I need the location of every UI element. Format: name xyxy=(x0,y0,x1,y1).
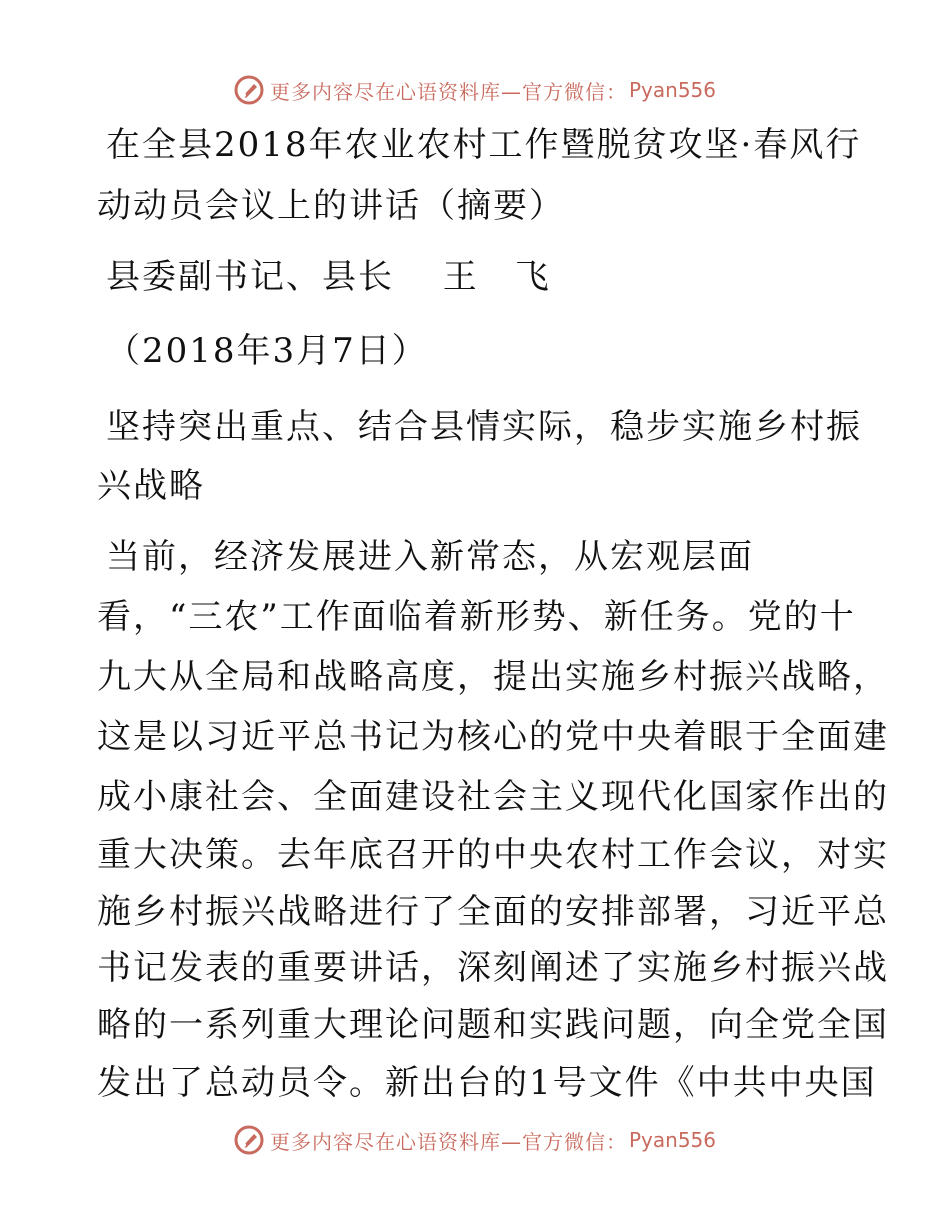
watermark-slogan: 更多内容尽在心语资料库—官方微信： xyxy=(269,79,627,104)
watermark-banner-bottom xyxy=(0,1120,950,1160)
watermark-wechat-id: Pyan556 xyxy=(628,78,716,102)
document-title-line-2: 动动员会议上的讲话（摘要） xyxy=(97,186,565,226)
pen-circle-logo-icon xyxy=(234,1125,264,1155)
body-line: 书记发表的重要讲话，深刻阐述了实施乡村振兴战 xyxy=(97,948,889,988)
watermark-wechat-id: Pyan556 xyxy=(628,1128,716,1152)
section-heading-line-1: 坚持突出重点、结合县情实际，稳步实施乡村振 xyxy=(106,407,862,447)
body-line: 看，“三农”工作面临着新形势、新任务。党的十 xyxy=(97,597,856,637)
pen-circle-logo-icon xyxy=(234,75,264,105)
body-line: 重大决策。去年底召开的中央农村工作会议，对实 xyxy=(97,835,889,875)
body-line: 发出了总动员令。新出台的1号文件《中共中央国 xyxy=(97,1063,877,1103)
speech-date: （2018年3月7日） xyxy=(106,331,428,371)
body-line: 当前，经济发展进入新常态，从宏观层面 xyxy=(106,537,754,577)
watermark-slogan: 更多内容尽在心语资料库—官方微信： xyxy=(269,1129,627,1154)
watermark-banner-top xyxy=(0,70,950,110)
speaker-line: 县委副书记、县长 王 飞 xyxy=(106,257,551,297)
body-line: 略的一系列重大理论问题和实践问题，向全党全国 xyxy=(97,1005,889,1045)
document-title-line-1: 在全县2018年农业农村工作暨脱贫攻坚·春风行 xyxy=(106,125,862,165)
body-line: 九大从全局和战略高度，提出实施乡村振兴战略， xyxy=(97,657,889,697)
body-line: 施乡村振兴战略进行了全面的安排部署，习近平总 xyxy=(97,892,889,932)
body-line: 这是以习近平总书记为核心的党中央着眼于全面建 xyxy=(97,717,889,757)
body-line: 成小康社会、全面建设社会主义现代化国家作出的 xyxy=(97,777,889,817)
section-heading-line-2: 兴战略 xyxy=(97,466,205,506)
